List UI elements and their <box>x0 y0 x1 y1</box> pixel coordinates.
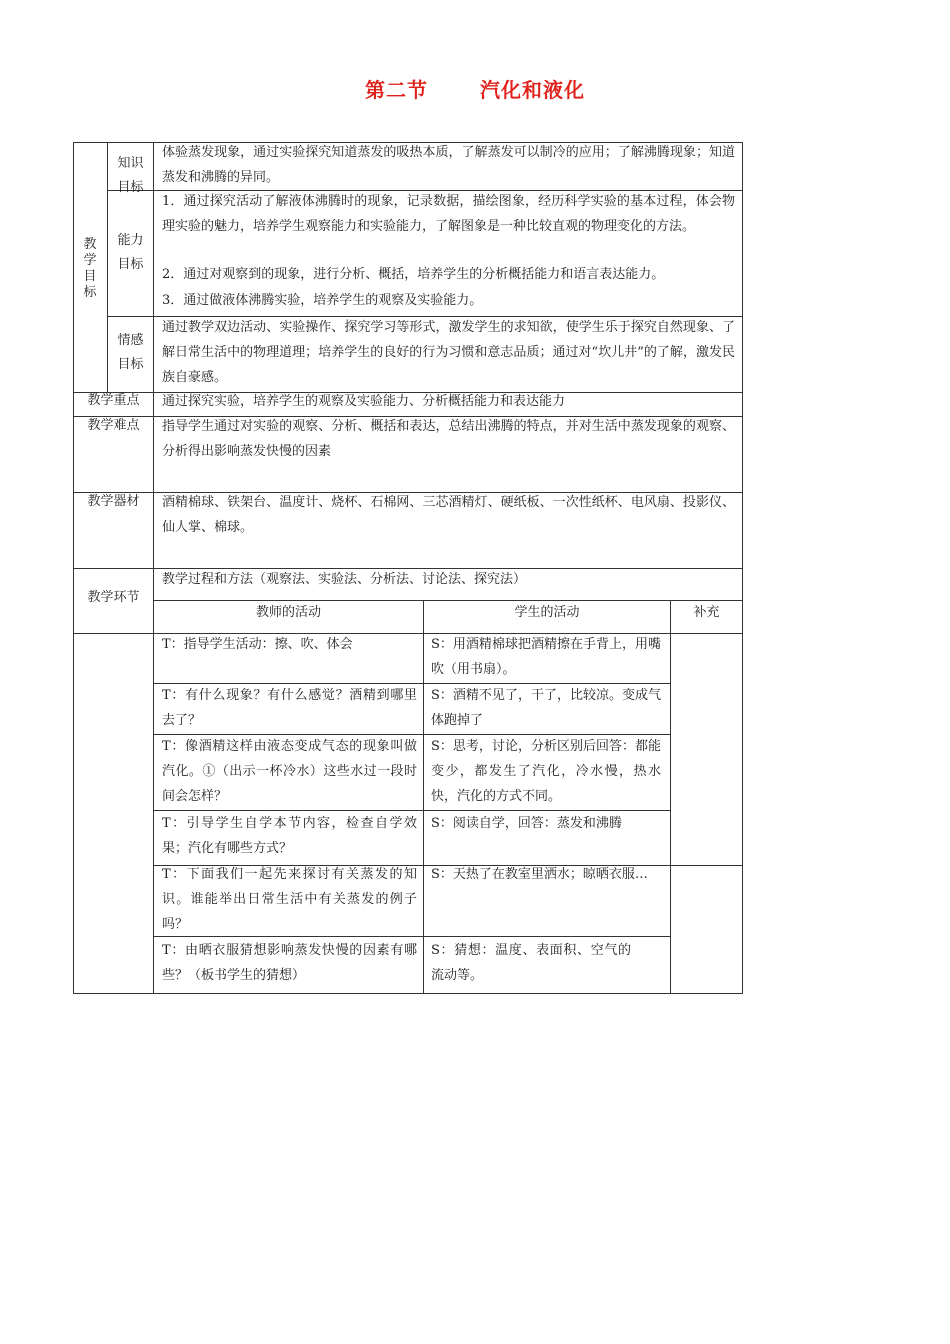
teacher-activity-5: T：下面我们一起先来探讨有关蒸发的知识。谁能举出日常生活中有关蒸发的例子吗？ <box>162 867 417 932</box>
student-activity-5: S：天热了在教室里洒水；晾晒衣服… <box>431 867 648 882</box>
student-activity-4: S：阅读自学，回答：蒸发和沸腾 <box>431 816 622 831</box>
key-points-label: 教学重点 <box>87 393 140 408</box>
ability-label: 能力目标 <box>117 233 144 272</box>
teacher-activity-3: T：像酒精这样由液态变成气态的现象叫做汽化。①（出示一杯冷水）这些水过一段时间会怎样？ <box>162 739 417 804</box>
process-method: 教学过程和方法（观察法、实验法、分析法、讨论法、探究法） <box>162 572 527 587</box>
student-activity-6: S：猜想：温度、表面积、空气的流动等。 <box>431 943 631 983</box>
process-label: 教学环节 <box>87 590 140 605</box>
teacher-activity-6: T：由晒衣服猜想影响蒸发快慢的因素有哪些？（板书学生的猜想） <box>162 943 417 983</box>
knowledge-text: 体验蒸发现象，通过实验探究知道蒸发的吸热本质，了解蒸发可以制冷的应用；了解沸腾现象；知道蒸发和沸腾的异同。 <box>162 145 735 185</box>
section-number: 第二节 <box>365 78 428 102</box>
ability-item-2: 2．通过对观察到的现象，进行分析、概括，培养学生的分析概括能力和语言表达能力。 <box>162 267 665 282</box>
key-points-text: 通过探究实验，培养学生的观察及实验能力、分析概括能力和表达能力 <box>162 394 566 409</box>
emotion-label-line <box>108 329 153 377</box>
col-divider <box>670 600 671 993</box>
col-divider <box>153 142 154 633</box>
equipment-label: 教学器材 <box>87 494 140 509</box>
equipment-text: 酒精棉球、铁架台、温度计、烧杯、石棉网、三芯酒精灯、硬纸板、一次性纸杯、电风扇、投影仪、仙人掌、棉球。 <box>162 495 735 535</box>
student-activity-3: S：思考，讨论，分析区别后回答：都能变少，都发生了汽化，冷水慢，热水快，汽化的方式不同。 <box>431 739 661 804</box>
ability-label-line <box>108 229 153 277</box>
teacher-activity-4: T：引导学生自学本节内容，检查自学效果；汽化有哪些方式？ <box>162 816 417 856</box>
teacher-activity-1: T：指导学生活动：擦、吹、体会 <box>162 637 353 652</box>
student-activity-2: S：酒精不见了，干了，比较凉。变成气体跑掉了 <box>431 688 661 728</box>
student-activity-1: S：用酒精棉球把酒精擦在手背上，用嘴吹（用书扇）。 <box>431 637 661 677</box>
objectives-group-label: 教学目标 <box>83 237 97 300</box>
col-divider <box>153 633 154 993</box>
ability-item-3: 3．通过做液体沸腾实验，培养学生的观察及实验能力。 <box>162 293 483 308</box>
col-divider <box>423 600 424 993</box>
difficulties-label: 教学难点 <box>87 418 140 433</box>
emotion-label: 情感目标 <box>117 333 144 372</box>
ability-item-1: 1．通过探究活动了解液体沸腾时的现象，记录数据，描绘图象，经历科学实验的基本过程，体会物理实验的魅力，培养学生观察能力和实验能力，了解图象是一种比较直观的物理变化的方法。 <box>162 194 735 234</box>
student-column-header: 学生的活动 <box>514 605 580 620</box>
page-title <box>0 74 950 103</box>
lesson-name: 汽化和液化 <box>480 78 585 102</box>
teacher-column-header: 教师的活动 <box>255 605 321 620</box>
knowledge-label: 知识目标 <box>117 156 144 195</box>
emotion-text: 通过教学双边活动、实验操作、探究学习等形式，激发学生的求知欲，使学生乐于探究自然现象、了解日常生活中的物理道理；培养学生的良好的行为习惯和意志品质；通过对“坎儿井”的了解，激发民族自豪感。 <box>162 320 735 385</box>
table-border-bottom <box>73 993 743 994</box>
difficulties-text: 指导学生通过对实验的观察、分析、概括和表达，总结出沸腾的特点，并对生活中蒸发现象的观察、分析得出影响蒸发快慢的因素 <box>162 419 735 459</box>
knowledge-label-line <box>108 152 153 200</box>
extra-column-header: 补充 <box>693 605 720 620</box>
teacher-activity-2: T：有什么现象？有什么感觉？酒精到哪里去了？ <box>162 688 417 728</box>
